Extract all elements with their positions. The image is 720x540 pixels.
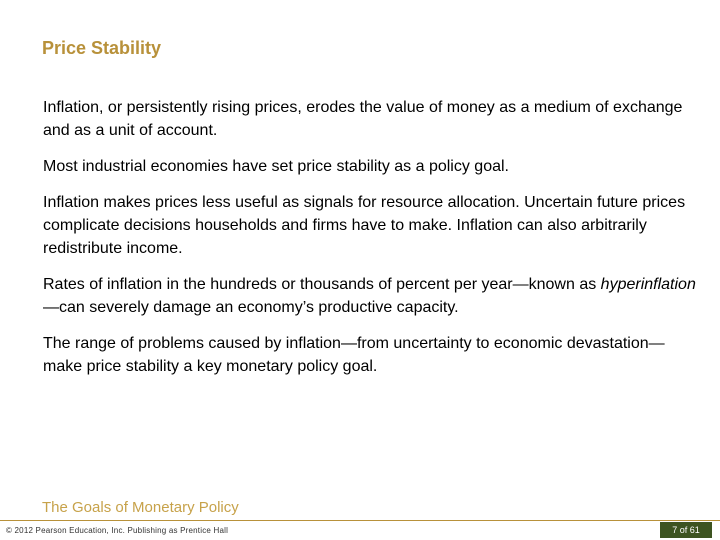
paragraph-hyperinflation-tail: —can severely damage an economy’s productive capacity. — [43, 299, 459, 316]
paragraph-hyperinflation — [43, 273, 703, 319]
paragraph-range-of-problems: The range of problems caused by inflation—from uncertainty to economic devastation—make price stability a key monetary policy goal. — [43, 335, 665, 375]
paragraph-inflation-erodes: Inflation, or persistently rising prices, erodes the value of money as a medium of exchange and as a unit of account. — [43, 99, 683, 139]
copyright-notice: © 2012 Pearson Education, Inc. Publishing as Prentice Hall — [6, 526, 229, 535]
paragraph-policy-goal: Most industrial economies have set price stability as a policy goal. — [43, 158, 509, 175]
slide-body — [43, 96, 703, 391]
hyperinflation-term: hyperinflation — [600, 276, 696, 293]
paragraph-hyperinflation-lead: Rates of inflation in the hundreds or thousands of percent per year—known as — [43, 276, 601, 293]
footer-section-heading: The Goals of Monetary Policy — [42, 499, 239, 516]
footer-divider — [0, 520, 720, 521]
page-number-badge: 7 of 61 — [660, 522, 712, 538]
paragraph-price-signals: Inflation makes prices less useful as signals for resource allocation. Uncertain future prices complicate decisions households and firms have to make. Inflation can also arbitrarily redistribute income. — [43, 194, 686, 257]
slide-title: Price Stability — [42, 38, 162, 58]
